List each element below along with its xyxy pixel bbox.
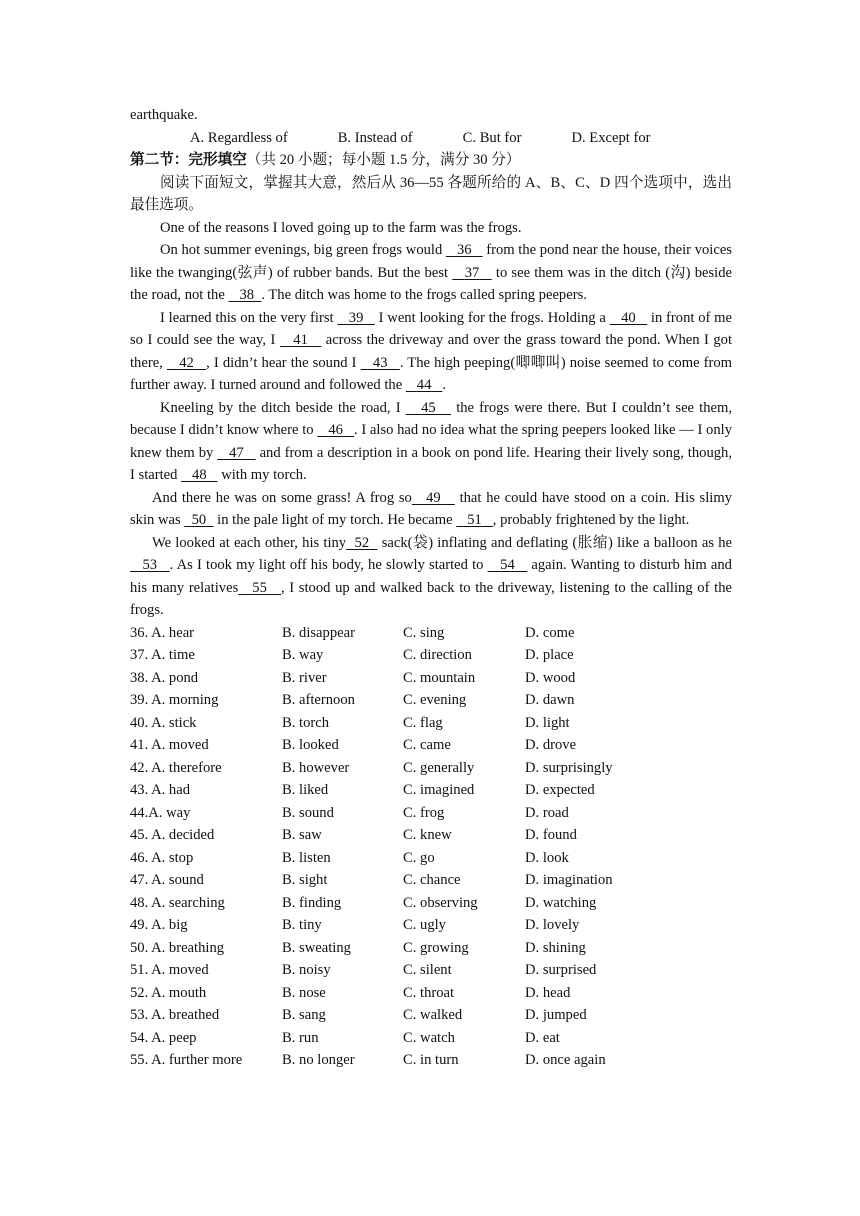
option-c: C. in turn <box>403 1052 459 1068</box>
option-b: B. way <box>282 647 324 663</box>
option-a: 42. A. therefore <box>130 759 222 776</box>
section-instruction: 阅读下面短文，掌握其大意，然后从 36—55 各题所给的 A、B、C、D 四个选项中，选出最佳选项。 <box>130 174 732 213</box>
blank-55: 55 <box>252 579 267 596</box>
option-d: D. once again <box>525 1052 606 1068</box>
option-a: 36. A. hear <box>130 624 195 641</box>
passage-paragraph-5: And there he was on some grass! A frog so 49 that he could have stood on a coin. His slimy skin was 50 in the pale light of my torch. He became 51 , probably frightened by the light. <box>130 489 732 528</box>
option-a: 41. A. moved <box>130 737 209 753</box>
section-note: （共 20 小题；每小题 1.5 分，满分 30 分） <box>246 152 521 168</box>
option-a: 45. A. decided <box>130 827 215 843</box>
question-row <box>130 757 732 780</box>
option-a: 54. A. peep <box>130 1029 197 1046</box>
option-d: D. imagination <box>525 872 613 888</box>
option-a: 49. A. big <box>130 917 188 933</box>
option-c: C. frog <box>403 804 445 821</box>
passage-paragraph-2: On hot summer evenings, big green frogs would 36 from the pond near the house, their voices like the twanging(弦声) of rubber bands. But the best 37 to see them was in the ditch (沟) beside the road, not the 38 . The ditch was home to the frogs called spring peepers. <box>130 242 732 303</box>
option-b: B. sweating <box>282 939 351 956</box>
option-c: C. direction <box>403 647 472 663</box>
question-row <box>130 734 732 757</box>
option-b: B. afternoon <box>282 692 355 708</box>
blank-50: 50 <box>191 512 207 528</box>
option-b: B. finding <box>282 894 342 911</box>
option-d: D. wood <box>525 669 576 686</box>
option-b: B. noisy <box>282 962 331 978</box>
option-c: C. chance <box>403 872 461 888</box>
question-row <box>130 1027 732 1050</box>
option-d: D. shining <box>525 939 586 956</box>
question-row <box>130 892 732 915</box>
option-a: 38. A. pond <box>130 669 199 686</box>
option-a: A. Regardless of <box>190 129 288 146</box>
option-b: B. nose <box>282 984 326 1001</box>
option-d: D. lovely <box>525 917 580 933</box>
option-d: D. jumped <box>525 1007 587 1023</box>
option-d: D. Except for <box>571 129 651 146</box>
blank-48: 48 <box>192 467 207 483</box>
option-c: C. observing <box>403 894 478 911</box>
question-row <box>130 779 732 802</box>
question-row <box>130 1004 732 1027</box>
blank-38: 38 <box>239 287 255 303</box>
question-row <box>130 712 732 735</box>
option-c: C. came <box>403 737 451 753</box>
option-a: 53. A. breathed <box>130 1007 220 1023</box>
option-a: 46. A. stop <box>130 849 194 866</box>
option-d: D. come <box>525 624 575 641</box>
option-c: C. mountain <box>403 669 476 686</box>
option-a: 55. A. further more <box>130 1052 243 1068</box>
exam-page <box>130 104 732 1072</box>
blank-46: 46 <box>328 422 343 438</box>
option-a: 50. A. breathing <box>130 939 225 956</box>
option-d: D. light <box>525 714 570 731</box>
question-row <box>130 959 732 982</box>
passage-paragraph-3: I learned this on the very first 39 I went looking for the frogs. Holding a 40 in front of me so I could see the way, I 41 across the driveway and over the grass toward the pond. When I got there, 42 , I didn’t hear the sound I 43 . The high peeping(唧唧叫) noise seemed to come from further away. I turned around and followed the 44 . <box>130 309 733 393</box>
question-row <box>130 937 732 960</box>
question-options-list <box>130 622 732 1072</box>
question-row <box>130 667 732 690</box>
option-a: 52. A. mouth <box>130 984 207 1001</box>
blank-49: 49 <box>426 489 441 506</box>
option-d: D. watching <box>525 894 597 911</box>
option-b: B. looked <box>282 737 339 753</box>
option-c: C. watch <box>403 1029 455 1046</box>
question-row <box>130 689 732 712</box>
option-d: D. dawn <box>525 692 575 708</box>
option-a: 40. A. stick <box>130 714 197 731</box>
blank-52: 52 <box>354 534 370 551</box>
option-b: B. sight <box>282 872 328 888</box>
option-d: D. drove <box>525 737 577 753</box>
option-b: B. Instead of <box>337 129 413 146</box>
question-row <box>130 914 732 937</box>
blank-39: 39 <box>348 309 364 326</box>
question-row <box>130 982 732 1005</box>
passage-paragraph-6: We looked at each other, his tiny 52 sack(袋) inflating and deflating (胀缩) like a balloon as he 53 . As I took my light off his body, he slowly started to 54 again. Wanting to disturb him and his many relatives 55 , I stood up and walked back to the driveway, listening to the calling of the frogs. <box>130 534 733 618</box>
option-a: 37. A. time <box>130 647 195 663</box>
passage-paragraph-1: One of the reasons I loved going up to the farm was the frogs. <box>160 219 522 236</box>
question-row <box>130 847 732 870</box>
option-c: C. flag <box>403 714 443 731</box>
option-b: B. disappear <box>282 624 355 641</box>
question-row <box>130 1049 732 1072</box>
blank-44: 44 <box>416 377 432 393</box>
blank-36: 36 <box>456 242 472 258</box>
option-c: C. growing <box>403 939 469 956</box>
section-heading: 第二节：完形填空 <box>130 152 247 168</box>
option-d: D. found <box>525 827 577 843</box>
option-d: D. surprisingly <box>525 759 613 776</box>
question-row <box>130 644 732 667</box>
option-b: B. saw <box>282 827 322 843</box>
blank-37: 37 <box>464 264 480 281</box>
question-row <box>130 802 732 825</box>
option-b: B. liked <box>282 782 329 798</box>
option-a: 43. A. had <box>130 782 190 798</box>
option-c: C. imagined <box>403 782 475 798</box>
blank-51: 51 <box>467 512 482 528</box>
option-a: 51. A. moved <box>130 962 209 978</box>
option-b: B. run <box>282 1029 319 1046</box>
blank-53: 53 <box>142 557 158 573</box>
option-b: B. torch <box>282 714 330 731</box>
blank-54: 54 <box>500 557 515 573</box>
option-a: 39. A. morning <box>130 692 219 708</box>
option-c: C. walked <box>403 1007 463 1023</box>
option-a: 44.A. way <box>130 804 191 821</box>
blank-47: 47 <box>229 444 244 461</box>
option-d: D. eat <box>525 1029 560 1046</box>
option-b: B. river <box>282 669 327 686</box>
previous-question-options <box>130 127 732 150</box>
passage-paragraph-4: Kneeling by the ditch beside the road, I 45 the frogs were there. But I couldn’t see them, because I didn’t know where to 46 . I also had no idea what the spring peepers looked like — I only knew them by 47 and from a description in a book on pond life. Hearing their lively song, though, I started 48 with my torch. <box>130 399 732 483</box>
option-d: D. head <box>525 984 571 1001</box>
option-c: C. But for <box>462 129 522 146</box>
option-b: B. sound <box>282 804 334 821</box>
question-row <box>130 622 732 645</box>
blank-45: 45 <box>421 399 436 416</box>
blank-41: 41 <box>293 332 308 348</box>
option-c: C. ugly <box>403 917 446 933</box>
question-row <box>130 824 732 847</box>
option-b: B. tiny <box>282 917 322 933</box>
option-d: D. place <box>525 647 574 663</box>
option-a: 47. A. sound <box>130 872 204 888</box>
option-c: C. go <box>403 849 435 866</box>
blank-42: 42 <box>179 354 194 371</box>
option-c: C. sing <box>403 624 445 641</box>
previous-question-tail: earthquake. <box>130 107 198 123</box>
option-c: C. silent <box>403 962 452 978</box>
option-c: C. throat <box>403 984 455 1001</box>
section-title <box>130 149 732 172</box>
option-b: B. no longer <box>282 1052 355 1068</box>
option-b: B. sang <box>282 1007 326 1023</box>
option-c: C. knew <box>403 827 452 843</box>
question-row <box>130 869 732 892</box>
option-d: D. look <box>525 849 569 866</box>
option-d: D. surprised <box>525 962 597 978</box>
blank-43: 43 <box>372 354 388 371</box>
option-c: C. generally <box>403 759 475 776</box>
option-b: B. however <box>282 759 350 776</box>
option-c: C. evening <box>403 692 467 708</box>
option-d: D. road <box>525 804 569 821</box>
option-b: B. listen <box>282 849 331 866</box>
option-a: 48. A. searching <box>130 894 225 911</box>
option-d: D. expected <box>525 782 595 798</box>
blank-40: 40 <box>621 309 636 326</box>
